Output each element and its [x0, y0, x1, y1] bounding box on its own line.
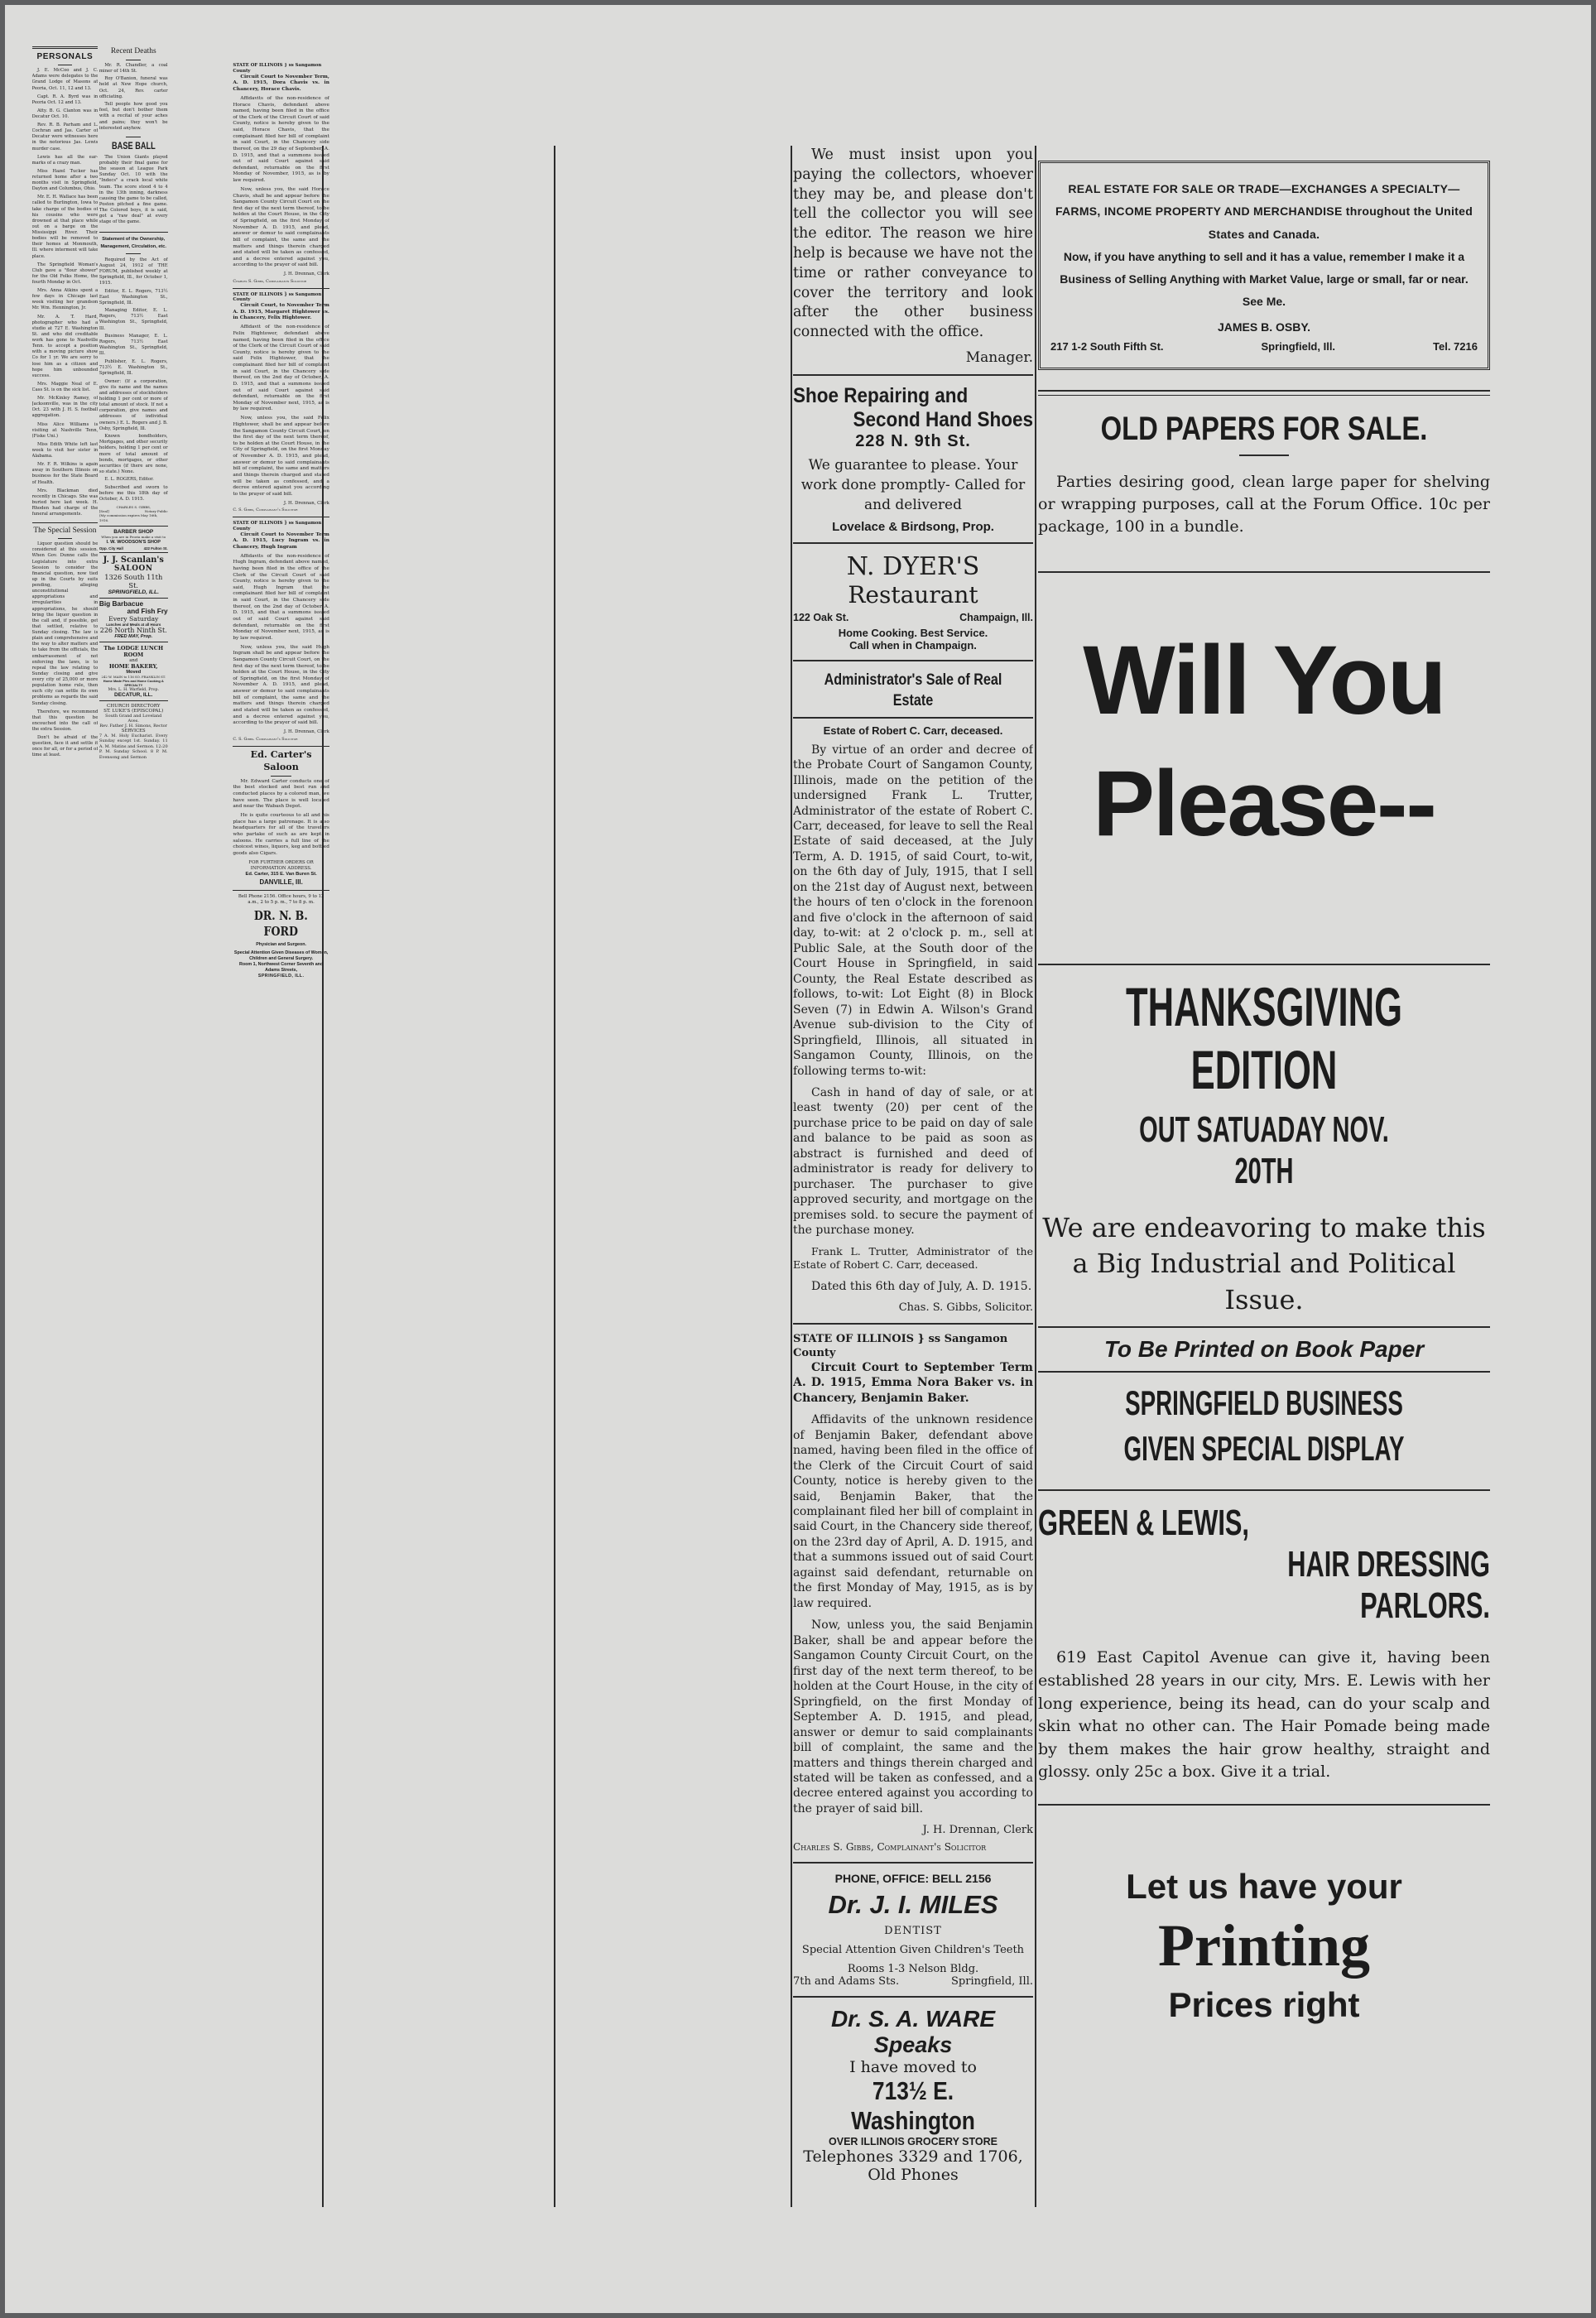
- barbacue-line3: Every Saturday: [108, 615, 159, 623]
- notice-clerk: J. H. Drennan, Clerk: [283, 729, 329, 735]
- ownership-paragraph: Editor, E. L. Rogers, 713½ East Washington St., Springfield, Ill.: [99, 288, 168, 305]
- baker-notice-head: STATE OF ILLINOIS } ss Sangamon County: [793, 1333, 1008, 1359]
- admin-sale-title: Administrator's Sale of Real Estate: [824, 671, 1002, 710]
- personal-item: Mrs. Maggie Neal of E. Cass St. is on the sick list.: [31, 381, 99, 393]
- shoe-ad: [793, 384, 1033, 534]
- ford-phone: Bell Phone 2156. Office hours, 9 to 12 a.m., 2 to 5 p. m., 7 to 8 p. m.: [238, 894, 324, 906]
- scanlan-line2: SALOON: [113, 564, 153, 573]
- lodge-prop: Mrs. L. H. Warfield, Prop.: [108, 688, 159, 693]
- osby-address: 217 1-2 South Fifth St.: [1050, 339, 1164, 353]
- session-paragraph: Liquor question should be considered at this session. When Gov. Dunne calls the Legislature into extra Session to consider the financial question, now tied up in the Courts by suits pending, alleging unconstitutional appropriations and irregularities in appropriations, he should bring the liquor question in the call and, if possible, get that settled, relative to Sunday closing. The law is plain and comprehensive and the way to alter matters and to take from the officials, the embarrassment of not enforcing the laws, is to repeal the law relating to Sunday closing and give every city of 25,000 or more population home rule, then such city can settle its own problems as regards the said Sunday closing.: [31, 541, 99, 706]
- lodge-city: DECATUR, ILL.: [114, 692, 153, 699]
- osby-tel: Tel. 7216: [1433, 339, 1478, 353]
- notice-head: STATE OF ILLINOIS } ss Sangamon County: [233, 521, 322, 531]
- recent-deaths-body: [99, 63, 168, 132]
- personals-list: [32, 68, 99, 517]
- notice-body: Affidavit of the non-residence of Felix Hightower, defendant above named, having been filed in the office of the Clerk of the Circuit Court of said County, notice is hereby given to the said Felix Hightower, that the complainant filed her bill of complaint in said Court, in the Chancery side thereof, on the 2nd day of October, A. D. 1915, and that a summons issued out of said Court against said defendant, returnable on the first Monday of November next, 1915, as is by law required.: [233, 325, 329, 412]
- notice-clerk: J. H. Drennan, Clerk: [283, 272, 329, 277]
- base-ball-text: The Union Giants played probably their final game for the season at League Park Sunday Oct. 10 with the "Indecs" a crack local white team. The score stood 4 to 4 in the 13th inning, darkness causing the game to be called, Poston pitched a fine game. The Colored boys, it is said, got a "raw deal" at every stage of the game.: [99, 154, 168, 225]
- carter-further: FOR FURTHER ORDERS OR INFORMATION ADDRESS.: [248, 859, 314, 871]
- notice-solicitor: Charles S. Gibbs, Complainants Solicitor: [233, 279, 307, 285]
- miles-ad: [793, 1872, 1033, 1988]
- barbacue-line2: and Fish Fry: [127, 608, 168, 616]
- ware-store: OVER ILLINOIS GROCERY STORE: [829, 2136, 997, 2148]
- barbacue-address: 226 North Ninth St.: [99, 627, 167, 635]
- ford-room: Room 1, Northwest Corner Seventh and Adams Streets,: [238, 962, 324, 974]
- barbacue-line4: Lunches and Meals at all Hours: [106, 623, 161, 628]
- admin-sale-dated: Dated this 6th day of July, A. D. 1915.: [811, 1279, 1032, 1293]
- green-lewis-ad: [1038, 1503, 1490, 1783]
- green-lewis-text: 619 East Capitol Avenue can give it, having been established 28 years in our city, Mrs. E. Lewis with her long experience, being its head, can do your scalp and skin what no other can. The Hair Pomade being made by them makes the hair grow healthy, straight and glossy. only 25c a box. Give it a trial.: [1038, 1648, 1490, 1782]
- miles-rooms: Rooms 1-3 Nelson Bldg.: [847, 1963, 979, 1976]
- seal-label: [Seal]: [99, 509, 109, 513]
- lodge-ad: [99, 645, 168, 698]
- ownership-paragraph: Owner: (If a corporation, give its name and the names and addresses of stockholders holding 1 per cent or more of total amount of stock. If not a corporation, give names and addresses of individual owners.) E. L. Rogers and J. B. Osby, Springfield, Ill.: [99, 378, 168, 431]
- lodge-specialty: Home Made Pies and Home Cooking A SPECIALTY: [103, 678, 164, 687]
- personals-title: PERSONALS: [36, 51, 94, 61]
- church-address: South Grand and Loveland Aves.: [105, 713, 162, 724]
- personal-item: Miss Alice Williams is visiting at Nashville Tenn, (Fiske Uni.): [31, 421, 99, 439]
- special-session-title: The Special Session: [33, 526, 97, 535]
- barber-left: Opp. City Hall: [99, 546, 123, 551]
- recent-deaths-title: Recent Deaths: [110, 47, 156, 56]
- scanlan-city: SPRINGFIELD, ILL.: [108, 589, 160, 595]
- ownership-paragraph: Publisher, E. L. Rogers, 713½ E. Washington St., Springfield, Ill.: [99, 358, 168, 377]
- personal-item: Lewis has all the ear-marks of a crazy man.: [31, 154, 99, 166]
- carter-p1: Mr. Edward Carter conducts one of the best stocked and best run and conducted places by a colored man, we have seen. The place is well located and near the Wabash Depot.: [233, 778, 329, 810]
- admin-sale-solicitor: Chas. S. Gibbs, Solicitor.: [898, 1301, 1033, 1315]
- notice-solicitor: C. S. Gibbs, Complainant's Solicitor: [233, 507, 298, 513]
- notary-name: CHARLES S. GIBBS,: [116, 504, 151, 509]
- ford-name: DR. N. B. FORD: [254, 907, 309, 940]
- admin-sale-p2: Cash in hand of day of sale, or at least twenty (20) per cent of the purchase price to be paid on day of sale and balance to be paid as soon as abstract is furnished and deed of administrator is ready for delivery to purchaser. The purchaser to give approved security, and mortgage on the premises sold. to secure the payment of the purchase money.: [793, 1085, 1033, 1238]
- barber-title: BARBER SHOP: [113, 528, 154, 535]
- miles-name: Dr. J. I. MILES: [828, 1890, 998, 1920]
- miles-left: 7th and Adams Sts.: [793, 1975, 900, 1989]
- special-session-body: [32, 541, 99, 758]
- legal-notice: [233, 517, 329, 742]
- ownership-title: Statement of the Ownership, Management, Circulation, etc.: [100, 236, 166, 249]
- personal-item: J. E. McCoo and J. C. Adams were delegates to the Grand Lodge of Masons at Peoria, Oct. 11, 12 and 13.: [31, 68, 99, 91]
- osby-line1: REAL ESTATE FOR SALE OR TRADE—EXCHANGES A SPECIALTY—FARMS, INCOME PROPERTY AND MERCHANDISE throughout the United States and Canada.: [1055, 182, 1473, 241]
- shoe-address: 228 N. 9th St.: [855, 431, 971, 450]
- thanksgiving-ad: [1038, 975, 1490, 1472]
- ford-special: Special Attention Given Diseases of Women, Children and General Surgery.: [233, 950, 329, 962]
- ware-line3: I have moved to: [849, 2058, 977, 2077]
- ford-city: SPRINGFIELD, ILL.: [257, 974, 305, 979]
- printing-line2: Printing: [1157, 1912, 1370, 1979]
- personal-item: Atty. B. G. Clanton was in Decatur Oct. 10.: [31, 108, 99, 120]
- miles-title: DENTIST: [884, 1925, 942, 1938]
- ware-ad: [793, 2006, 1033, 2184]
- carter-city: DANVILLE, Ill.: [259, 878, 303, 886]
- baker-notice-clerk: J. H. Drennan, Clerk: [922, 1824, 1033, 1837]
- admin-sale-p1: By virtue of an order and decree of the Probate Court of Sangamon County, Illinois, made on the petition of the undersigned Frank L. Trutter, Administrator of the estate of Robert C. Carr, deceased, for leave to sell the Real Estate of said deceased, at the July Term, A. D. 1915, of said Court, to-wit, on the 6th day of July, 1915, that I sell on the 21st day of August next, between the hours of ten o'clock in the forenoon and five o'clock in the afternoon of said day, to-wit: at 2 o'clock p. m., sell at Public Sale, at the South door of the Court House in Springfield, in said County, the Real Estate described as follows, to-wit: Lot Eight (8) in Block Seven (7) in Edwin A. Wilson's Grand Avenue sub-division to the City of Springfield, Illinois, all situated in Sangamon County, Illinois, on the following terms to-wit:: [793, 743, 1033, 1078]
- dyer-left: 122 Oak St.: [793, 612, 849, 624]
- scanlan-address: 1326 South 11th St.: [104, 572, 163, 589]
- barbacue-ad: [99, 600, 168, 639]
- notice-clerk: J. H. Drennan, Clerk: [283, 500, 329, 506]
- baker-notice-body: Affidavits of the unknown residence of Benjamin Baker, defendant above named, having been filed in the office of the Clerk of the Circuit Court of said County, notice is hereby given to the said, Benjamin Baker, that the complainant filed her bill of complaint in said Court, in the Chancery side thereof, on the 23rd day of April, A. D. 1915, and that a summons issued out of said Court against said defendant, returnable on the first Monday of May, 1915, as is by law required.: [793, 1413, 1033, 1610]
- shoe-prop: Lovelace & Birdsong, Prop.: [832, 520, 994, 535]
- ownership-paragraph: Required by the Act of August 24, 1912 of THE FORUM, published weekly at Springfield, Ill., for October 1, 1915.: [99, 257, 168, 286]
- personal-item: Miss Edith White left last week to visit her sister in Alabama.: [31, 441, 99, 459]
- ownership-paragraph: Subscribed and sworn to before me this 18th day of October, A. D. 1915.: [99, 484, 168, 503]
- lodge-moved: Moved: [126, 669, 142, 675]
- green-lewis-line2: HAIR DRESSING PARLORS.: [1287, 1544, 1490, 1627]
- church-title: CHURCH DIRECTORY: [106, 703, 161, 709]
- notice-body: Now, unless you, the said Hugh Ingram shall be and appear before the Sangamon County Circuit Court, on the first day of the next term thereof, to be holden at the Court House, in the City of Springfield, on the first Monday of November A. D. 1915, and plead, answer or demur to said complainants bill of complaint, the same and the matters and things therein charged and stated will be taken as confessed, and a decree entered against you, according to the prayer of said bill.: [233, 644, 329, 726]
- ownership-body: [99, 257, 168, 503]
- legal-notices: [233, 63, 329, 742]
- notice-body: Now, unless you, the said Horace Chavis, shall be and appear before the Sangamon County Circuit Court on the first day of the next term thereof, to be holden at the Court House, in the City of Springfield, on the first Monday of November A. D. 1915, and plead, answer or demur to said complainants bill of complaint, the same and the matters and things therein charged and stated will be taken as confessed, and a decree entered against you, according to the prayer of said bill.: [233, 186, 329, 268]
- notice-body: Affidavits of the non-residence of Hugh Ingram, defendant above named, having been filed in the office of the Clerk of the Circuit Court of said County, notice is hereby given to the said, Hugh Ingram that the complainant filed her bill of complaint in said Court, in the Chancery side thereof, on the 2nd day of October A. D. 1915, and that a summons issued out of said Court against said defendant, returnable on the first Monday of November next, 1915, as is by law required.: [233, 553, 329, 641]
- scanlan-line1: J. J. Scanlan's: [103, 555, 164, 565]
- lodge-line2: and: [129, 657, 138, 663]
- column-1: [32, 46, 99, 761]
- column-5: [1038, 146, 1490, 2025]
- ware-address: 713½ E. Washington: [851, 2076, 975, 2136]
- ownership-paragraph: Business Manager, E. L. Rogers, 713½ East Washington St., Springfield, Ill.: [99, 334, 168, 357]
- column-2: [99, 46, 168, 760]
- notary-title: Notary Public: [144, 509, 168, 513]
- column-rule: [791, 146, 792, 2207]
- lodge-move-address: 242 W. MAIN to 116 SO. FRANKLIN ST.: [101, 674, 166, 679]
- death-item: Roy O'Banion, funeral was held at New Hope church, Oct. 24, Rev. carter officiating.: [99, 76, 168, 99]
- thanksgiving-printed: To Be Printed on Book Paper: [1103, 1336, 1425, 1363]
- personal-item: Miss Hazel Tucker has returned home after a two months visit in Springfield, Dayton and Columbus, Ohio.: [31, 168, 99, 192]
- miles-right: Springfield, Ill.: [951, 1975, 1033, 1989]
- personal-item: Mr. McKinley Ramey, of Jacksonville, was in the city Oct. 23 with J. H. S. football aggregation.: [31, 396, 99, 419]
- barber-name: I. W. WOODSON'S SHOP: [106, 540, 161, 546]
- dyer-line2: Restaurant: [848, 581, 978, 609]
- barbacue-prop: FRED MAY, Prop.: [114, 634, 153, 640]
- admin-sale-estate: Estate of Robert C. Carr, deceased.: [823, 724, 1003, 737]
- newspaper-page: [5, 5, 1591, 2313]
- ware-old: Old Phones: [868, 2166, 959, 2185]
- shoe-text: We guarantee to please. Your work done promptly- Called for and delivered: [800, 456, 1026, 513]
- thanksgiving-display: SPRINGFIELD BUSINESS GIVEN SPECIAL DISPLAY: [1123, 1383, 1405, 1468]
- admin-sale: [793, 670, 1033, 1315]
- notice-body: Now, unless you, the said Felix Hightower, shall be and appear before the Sangamon County Circuit Court, on the first day of the next term thereof, to be holden at the Court House, in the City of Springfield, on the first Monday of November A. D. 1915, and plead, answer or demur to said complainants bill of complaint, the same and matters and things therein charged and stated will be taken as confessed, and a decree entered against you according to the prayer of said bill.: [233, 416, 329, 497]
- osby-ad: [1038, 161, 1490, 370]
- church-services: 7 A. M. Holy Eucharist. Every Sunday except 1st. Sunday. 11 A. M. Matins and Sermon. 12:20 P. M. Sunday School. 8 P. M. Evensong and Sermon: [99, 733, 168, 760]
- lodge-line1: The LODGE LUNCH ROOM: [103, 644, 164, 658]
- notice-title: Circuit Court to November Term A. D. 1915, Lucy Ingram vs. in Chancery, Hugh Ingram: [233, 531, 329, 550]
- osby-line2: Now, if you have anything to sell and it has a value, remember I make it a Business of Selling Anything with Market Value, large or small, far or near. See Me.: [1060, 249, 1469, 309]
- personal-item: Mrs. Blackman died recently in Chicago. She was buried here last week. H. Rhoden had charge of the funeral arrangements.: [31, 488, 99, 517]
- ford-title: Physician and Surgeon.: [256, 942, 306, 948]
- baker-notice-title: Circuit Court to September Term A. D. 1915, Emma Nora Baker vs. in Chancery, Benjamin Baker.: [793, 1360, 1033, 1405]
- personal-item: The Springfield Woman's Club gave a "flour shower" for the Old Folks Home, the fourth Monday in Oct.: [31, 262, 99, 286]
- base-ball-title: BASE BALL: [111, 140, 156, 152]
- printing-line1: Let us have your: [1126, 1866, 1402, 1906]
- dyer-right: Champaign, Ill.: [959, 612, 1033, 624]
- barber-line: When you are in Peoria make a visit to: [101, 534, 166, 539]
- carter-title: Ed. Carter's Saloon: [250, 749, 312, 773]
- will-you-line1: Will You: [1083, 625, 1445, 735]
- barber-right: 422 Fulton St.: [143, 546, 168, 551]
- manager-note: We must insist upon you paying the collectors, whoever they may be, and please don't tell the collector you will see the editor. The reason we hire help is because we have not the time or rather conveyance to cover the territory and look after the other business connected with the office.: [793, 147, 1033, 341]
- church-name: ST. LUKE'S (EPISCOPAL): [103, 708, 164, 714]
- personal-item: Capt. R. A. Byrd was in Peoria Oct. 12 and 13.: [31, 94, 99, 105]
- baker-notice-body2: Now, unless you, the said Benjamin Baker, shall be and appear before the Sangamon County Circuit Court, on the first day of the next term thereof, to be holden at the Court House, in the city of Springfield, on the first Monday of September A. D. 1915, and plead, answer or demur to said complainants bill of complaint, the same and the matters and things therein charged and stated will be taken as confessed, and a decree entered against you according to the prayer of said bill.: [793, 1618, 1033, 1815]
- church-directory: [99, 704, 168, 761]
- manager-sign: Manager.: [965, 349, 1033, 366]
- baker-notice-solicitor: Charles S. Gibbs, Complainant's Solicitor: [793, 1840, 987, 1853]
- thanksgiving-date: OUT SATUADAY NOV. 20TH: [1139, 1109, 1389, 1191]
- thanksgiving-text: We are endeavoring to make this a Big Industrial and Political Issue.: [1042, 1211, 1486, 1315]
- barber-ad: [99, 529, 168, 551]
- osby-name: JAMES B. OSBY.: [1217, 320, 1311, 334]
- shoe-line2: Second Hand Shoes: [853, 407, 1033, 431]
- carter-p2: He is quite courteous to all and his place has a large patronage. It is also headquarters for all of the travelers who partake of such as are kept in saloons. He carries a full line of the choicest wines, liquors, keg and bottled goods also Cigars.: [233, 813, 329, 856]
- ownership-paragraph: Managing Editor, E. L. Rogers, 713½ East Washington St., Springfield, Ill.: [99, 308, 168, 331]
- personal-item: Mr. E. H. Wallace has been called to Burlington, Iowa to take charge of the bodies of his cousins who were drowned at that place while out on a barge on the Mississippi River. Their bodies will be removed to their homes at Monmouth, Ill. where interment will take place.: [31, 195, 99, 259]
- scanlan-ad: [99, 555, 168, 595]
- green-lewis-line1: GREEN & LEWIS,: [1038, 1503, 1249, 1544]
- ownership-paragraph: Known bondholders, Mortgages, and other security holders, holding 1 per cent or more of total amount of bonds, mortgages, or other securities (if there are none, so state.) None.: [99, 434, 168, 474]
- death-item: Mr. R. Chandler, a coal miner of 14th St.: [99, 62, 168, 74]
- legal-notice: [233, 63, 329, 284]
- personal-item: Mr. F. R. Wilkins is again away in Southern Illinois on business for the State Board of Health.: [31, 462, 99, 485]
- shoe-line1: Shoe Repairing and: [793, 383, 969, 407]
- legal-notice: [233, 288, 329, 513]
- will-you-line2: Please--: [1093, 751, 1435, 855]
- personal-item: Rev. R. B. Parham and L. Cochran and Jas. Carter of Decatur were witnesses here in the notorious Jas. Lewis murder case.: [31, 123, 99, 151]
- will-you-ad: [1038, 624, 1490, 955]
- notice-title: Circuit Court to November Term, A. D. 1915, Dora Chavis vs. in Chancery, Horace Chavis.: [233, 74, 329, 92]
- notice-head: STATE OF ILLINOIS } ss Sangamon County: [233, 63, 322, 74]
- ford-ad: [233, 894, 329, 979]
- column-3: [233, 63, 329, 979]
- carter-ad: [233, 749, 329, 886]
- old-papers-text: Parties desiring good, clean large paper for shelving or wrapping purposes, call at the Forum Office. 10c per package, 100 in a bundle.: [1038, 472, 1490, 536]
- ware-line2: Speaks: [873, 2032, 953, 2058]
- osby-city: Springfield, Ill.: [1261, 339, 1336, 353]
- church-rector: Rev. Father J. H. Simons, Rector: [99, 723, 168, 729]
- commission-note: (My commission expires May 16th, 1916.: [99, 513, 158, 522]
- notice-body: Affidavits of the non-residence of Horace Chavis, defendant above named, having been filed in the office of the Clerk of the Circuit Court of said County, notice is hereby given to the said, Horace Chavis, that the complainant filed her bill of complaint in said Court, in the Chancery side thereof, on the 29 day of September, A. D. 1915, and that a summons issued out of said Court against said defendant, returnable on the first Monday of November, 1915, as is by law required.: [233, 95, 329, 183]
- session-paragraph: Therefore, we recommend that this question be encouched into the call of the extra Session.: [31, 709, 99, 732]
- column-4: [793, 146, 1033, 2184]
- miles-phone: PHONE, OFFICE: BELL 2156: [834, 1872, 992, 1886]
- lodge-line3: HOME BAKERY,: [108, 662, 158, 670]
- column-rule: [554, 146, 555, 2207]
- notice-title: Circuit Court, to November Term A. D. 1915, Margaret Hightower vs. in Chancery, Felix Hightower.: [233, 303, 329, 321]
- death-item: Tell people how good you feel, but don't bother them with a recital of your aches and pains; they won't be interested anyhow.: [99, 102, 168, 131]
- printing-line3: Prices right: [1168, 1984, 1360, 2024]
- ownership-paragraph: E. L. ROGERS, Editor.: [104, 477, 154, 483]
- column-rule: [1035, 146, 1036, 2207]
- ware-line1: Dr. S. A. WARE: [830, 2006, 996, 2032]
- dyer-ad: [793, 552, 1033, 652]
- admin-sale-admin: Frank L. Trutter, Administrator of the Estate of Robert C. Carr, deceased.: [793, 1244, 1033, 1272]
- carter-address: Ed. Carter, 315 E. Van Buren St.: [245, 871, 317, 877]
- thanksgiving-title: THANKSGIVING EDITION: [1126, 975, 1402, 1100]
- ware-phones: Telephones 3329 and 1706,: [803, 2147, 1023, 2167]
- dyer-line1: N. DYER'S: [846, 552, 980, 582]
- baker-notice: [793, 1333, 1033, 1854]
- personal-item: Mr. A. T. Hard, photographer who had a studio at 727 E. Washington St. and who did creditable work has gone to Nashville Tenn. to accept a position with a moving picture show Co for 1 yr. We are sorry to lose him as a citizen and hope him unbounded success.: [31, 314, 99, 378]
- notice-head: STATE OF ILLINOIS } ss Sangamon County: [233, 291, 322, 303]
- old-papers-title: OLD PAPERS FOR SALE.: [1100, 410, 1428, 447]
- printing-ad: [1038, 1867, 1490, 2025]
- dyer-line4: Call when in Champaign.: [849, 639, 977, 652]
- personal-item: Mrs. Anna Atkins spent a few days in Chicago last week visiting her grandson Mr. Wm. Hennington, Jr.: [31, 288, 99, 311]
- dyer-line3: Home Cooking. Best Service.: [838, 627, 988, 640]
- church-services-title: SERVICES: [121, 728, 146, 733]
- barbacue-line1: Big Barbacue: [99, 600, 144, 608]
- session-paragraph: Don't be afraid of the question, face it and settle it once for all, or for a period of time at least.: [31, 735, 99, 758]
- miles-special: Special Attention Given Children's Teeth: [801, 1944, 1025, 1957]
- notice-solicitor: C. S. Gibbs. Complainant's Solicitor: [233, 736, 298, 742]
